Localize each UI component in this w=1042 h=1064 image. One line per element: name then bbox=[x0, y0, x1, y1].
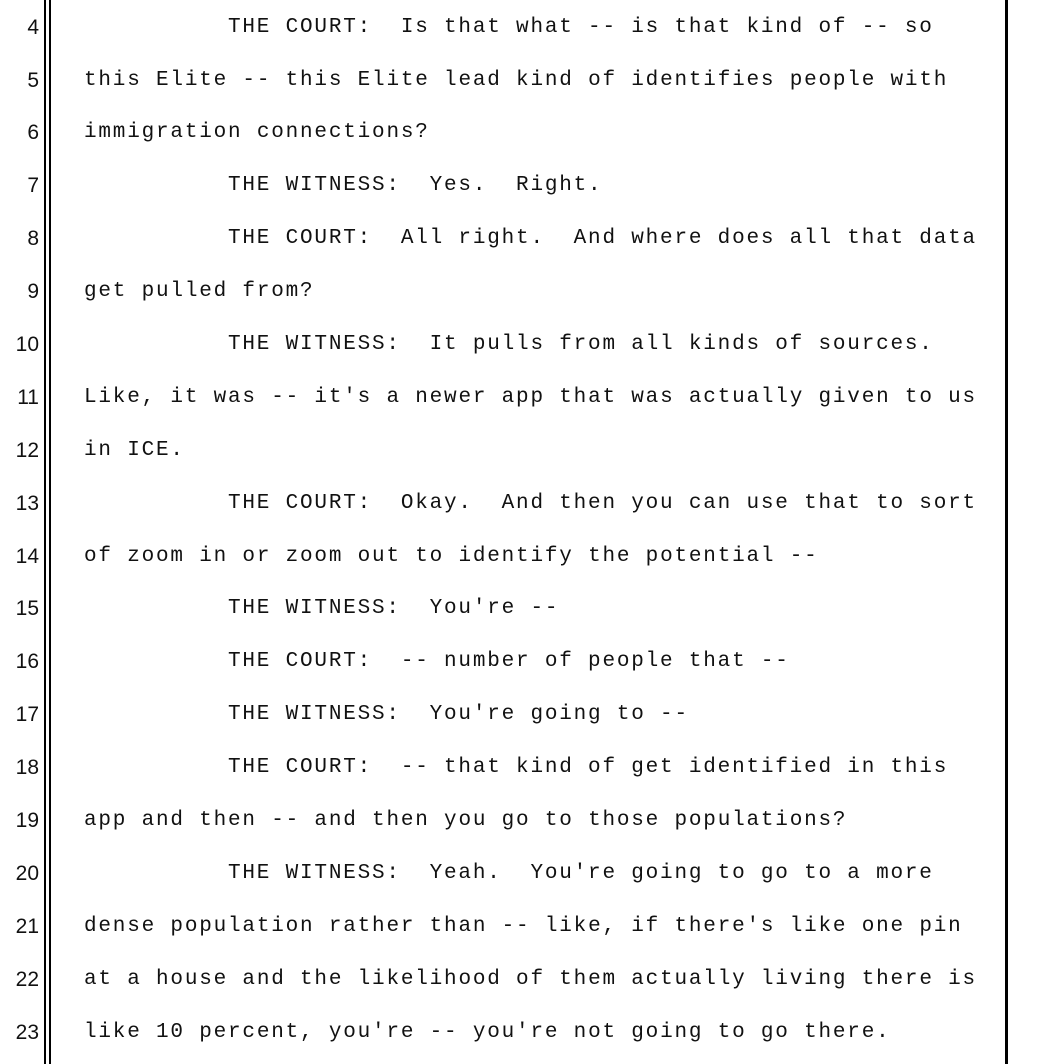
transcript-line bbox=[0, 277, 1000, 307]
transcript-line bbox=[0, 753, 1000, 783]
line-text: THE COURT: Is that what -- is that kind of -- so bbox=[228, 16, 934, 39]
transcript-line bbox=[0, 224, 1000, 254]
line-number: 6 bbox=[27, 121, 39, 144]
line-number: 16 bbox=[15, 650, 39, 673]
line-number: 21 bbox=[15, 915, 39, 938]
line-number: 4 bbox=[27, 16, 39, 39]
line-number: 17 bbox=[15, 703, 39, 726]
line-text: like 10 percent, you're -- you're not going to go there. bbox=[84, 1021, 891, 1044]
line-number: 18 bbox=[15, 756, 39, 779]
line-text: Like, it was -- it's a newer app that was actually given to us bbox=[84, 386, 977, 409]
line-text: app and then -- and then you go to those populations? bbox=[84, 809, 848, 832]
left-margin-rule bbox=[44, 0, 46, 1064]
transcript-line bbox=[0, 594, 1000, 624]
transcript-line bbox=[0, 171, 1000, 201]
line-text: get pulled from? bbox=[84, 280, 315, 303]
transcript-line bbox=[0, 542, 1000, 572]
line-number: 14 bbox=[15, 545, 39, 568]
transcript-line bbox=[0, 383, 1000, 413]
line-text: THE WITNESS: It pulls from all kinds of sources. bbox=[228, 333, 934, 356]
line-number: 13 bbox=[15, 492, 39, 515]
transcript-line bbox=[0, 436, 1000, 466]
transcript-line bbox=[0, 13, 1000, 43]
line-number: 15 bbox=[15, 597, 39, 620]
line-text: THE COURT: All right. And where does all that data bbox=[228, 227, 977, 250]
transcript-line bbox=[0, 489, 1000, 519]
line-text: THE WITNESS: You're -- bbox=[228, 597, 560, 620]
line-number: 8 bbox=[27, 227, 39, 250]
line-text: of zoom in or zoom out to identify the potential -- bbox=[84, 545, 819, 568]
line-text: THE COURT: Okay. And then you can use that to sort bbox=[228, 492, 977, 515]
line-number: 7 bbox=[27, 174, 39, 197]
transcript-line bbox=[0, 965, 1000, 995]
transcript-line bbox=[0, 912, 1000, 942]
line-text: THE WITNESS: Yes. Right. bbox=[228, 174, 603, 197]
line-text: THE COURT: -- that kind of get identified in this bbox=[228, 756, 949, 779]
transcript-line bbox=[0, 700, 1000, 730]
line-number: 19 bbox=[15, 809, 39, 832]
right-margin-rule bbox=[1005, 0, 1008, 1064]
transcript-line bbox=[0, 647, 1000, 677]
transcript-line bbox=[0, 806, 1000, 836]
transcript-line bbox=[0, 66, 1000, 96]
left-margin-rule-inner bbox=[49, 0, 51, 1064]
line-text: immigration connections? bbox=[84, 121, 430, 144]
transcript-line bbox=[0, 1018, 1000, 1048]
line-number: 23 bbox=[15, 1021, 39, 1044]
line-text: THE WITNESS: Yeah. You're going to go to a more bbox=[228, 862, 934, 885]
line-text: this Elite -- this Elite lead kind of identifies people with bbox=[84, 69, 949, 92]
line-number: 9 bbox=[27, 280, 39, 303]
transcript-line bbox=[0, 859, 1000, 889]
line-number: 22 bbox=[15, 968, 39, 991]
line-text: in ICE. bbox=[84, 439, 185, 462]
line-number: 11 bbox=[17, 386, 39, 409]
transcript-line bbox=[0, 118, 1000, 148]
transcript-line bbox=[0, 330, 1000, 360]
line-number: 12 bbox=[15, 439, 39, 462]
line-text: THE COURT: -- number of people that -- bbox=[228, 650, 790, 673]
line-number: 20 bbox=[15, 862, 39, 885]
line-number: 10 bbox=[15, 333, 39, 356]
line-text: at a house and the likelihood of them actually living there is bbox=[84, 968, 977, 991]
line-text: THE WITNESS: You're going to -- bbox=[228, 703, 689, 726]
line-number: 5 bbox=[27, 69, 39, 92]
line-text: dense population rather than -- like, if there's like one pin bbox=[84, 915, 963, 938]
